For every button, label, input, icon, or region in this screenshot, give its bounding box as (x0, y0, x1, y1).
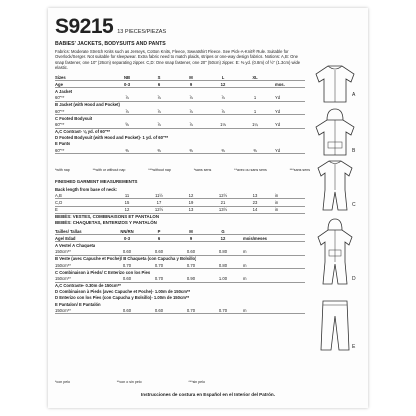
edad-row: Age/ Edad 0-3 6 9 12 mois/meses (55, 235, 305, 242)
es-contrast-ac-line: A,C Contraste- 0.30m de 150cm** (55, 283, 121, 289)
view-c-label: C Footed Bodysuit (55, 115, 93, 121)
yardage-table-en (55, 74, 305, 154)
finished-heading: FINISHED GARMENT MEASUREMENTS (55, 179, 138, 184)
es-view-e-yardage: 150cm** 0.60 0.60 0.70 0.70 m (55, 307, 305, 314)
finished-row-e: E 12 12½ 13 13½ 14 in (55, 207, 305, 214)
view-e-yardage: 60"** ⅜ ⅜ ⅜ ⅜ ⅜ Yd (55, 147, 305, 154)
spanish-instructions-note: Instrucciones de costura en Español en el Interior del Patrón. (140, 392, 276, 397)
es-view-a-label: A Veste/ A Chaqueta (55, 242, 96, 248)
pieces-count: 13 PIECES/PIEZAS (117, 29, 167, 35)
es-view-d-line-fr: D Combinaison à Pieds (avec Capuche et Poche)- 1.00m de 150cm** (55, 289, 191, 295)
title-en: BABIES' JACKETS, BODYSUITS AND PANTS (55, 41, 166, 47)
view-a-yardage: 60"** ⅞ ⅞ ⅞ ⅞ 1 Yd (55, 95, 305, 102)
label-b: B (352, 148, 356, 154)
es-heading-fr: BEBÉS: VESTES, COMBINAISONS ET PANTALON (55, 214, 159, 219)
es-view-d-line-es: D Enterizo con los Pies (con Capucha y Bolsillo)- 1.00m de 150cm** (55, 295, 190, 301)
label-e: E (352, 344, 356, 350)
view-c-yardage: 60"** ⅝ ⅞ ⅞ 1⅛ 1¼ Yd (55, 121, 305, 128)
view-a-jacket-drawing (310, 62, 360, 111)
finished-subheading: Back length from base of neck: (55, 186, 118, 192)
view-c-bodysuit-drawing (310, 158, 360, 219)
view-e-label: E Pants (55, 141, 71, 147)
es-heading-es: BEBÉS: CHAQUETAS, ENTERIZOS Y PANTALÓN (55, 220, 157, 225)
fabrics-text (55, 49, 307, 70)
view-d-line: D Footed Bodysuit (with Hood and Pocket)- 1 yd. of 60"** (55, 135, 169, 141)
es-view-b-label: B Veste (avec Capuche et Poche)/ B Chaqueta (con Capucha y Bolsillo) (55, 256, 197, 262)
label-d: D (352, 276, 356, 282)
sizes-row: Sizes NB S M L XL (55, 74, 305, 81)
header (55, 16, 166, 37)
view-a-label: A Jacket (55, 88, 73, 94)
notions-paragraph: Notions: A,B: One snap fastener, one 10" (26cm) separating zipper. C,D: One snap fastener, one 20" (50cm) zipper. E: ⅜ yd. (0.8m) of ½" (1.3cm) wide elastic. (55, 54, 301, 70)
contrast-ac-line: A,C Contrast- ⅛ yd. of 60"** (55, 129, 111, 135)
label-c: C (352, 202, 356, 208)
finished-table (55, 186, 305, 214)
es-view-a-yardage: 150cm** 0.60 0.60 0.60 0.80 m (55, 249, 305, 256)
es-view-e-label: E Pantalon/ E Pantalón (55, 301, 101, 307)
tallas-row: Tailles/ Tallas NN/RN P M G (55, 228, 305, 235)
jacket-icon (310, 62, 360, 106)
yardage-table-es (55, 228, 305, 314)
footnotes-es: *con pelo **con o sin pelo ***sin pelo (55, 380, 205, 384)
age-row: Age 0-3 6 9 12 mos. (55, 81, 305, 88)
view-b-hooded-jacket-drawing (310, 108, 360, 163)
pattern-envelope-back (48, 8, 368, 408)
es-view-b-yardage: 150cm** 0.70 0.70 0.70 0.80 m (55, 262, 305, 269)
view-b-yardage: 60"** ⅞ ⅞ ⅞ ⅞ 1 Yd (55, 108, 305, 115)
view-b-label: B Jacket (with Hood and Pocket) (55, 102, 120, 108)
finished-row-cd: C,D 15 17 19 21 23 in (55, 199, 305, 206)
es-view-c-yardage: 150cm** 0.60 0.70 0.90 1.00 m (55, 275, 305, 282)
fabrics-paragraph: Fabrics: Moderate Stretch Knits such as Jerseys, Cotton Knits, Fleece, Sweatshirt Fleece. See Pick-A-Knit® Rule. Suitable for Overlock/Serger. Not suitable for sleepwear. Extra fabric need to match plaids, stripes or one-way design fabrics. (55, 49, 289, 60)
pattern-number: S9215 (55, 15, 114, 38)
finished-row-ab: A,B 11 11½ 12 12½ 13 in (55, 192, 305, 199)
label-a: A (352, 92, 356, 98)
footnotes-en: *with nap **with or without nap ***without nap *sans sens **avec ou sans sens ***sans sens (55, 168, 310, 172)
es-view-c-label: C Combinaison à Pieds/ C Enterizo con los Pies (55, 269, 151, 275)
